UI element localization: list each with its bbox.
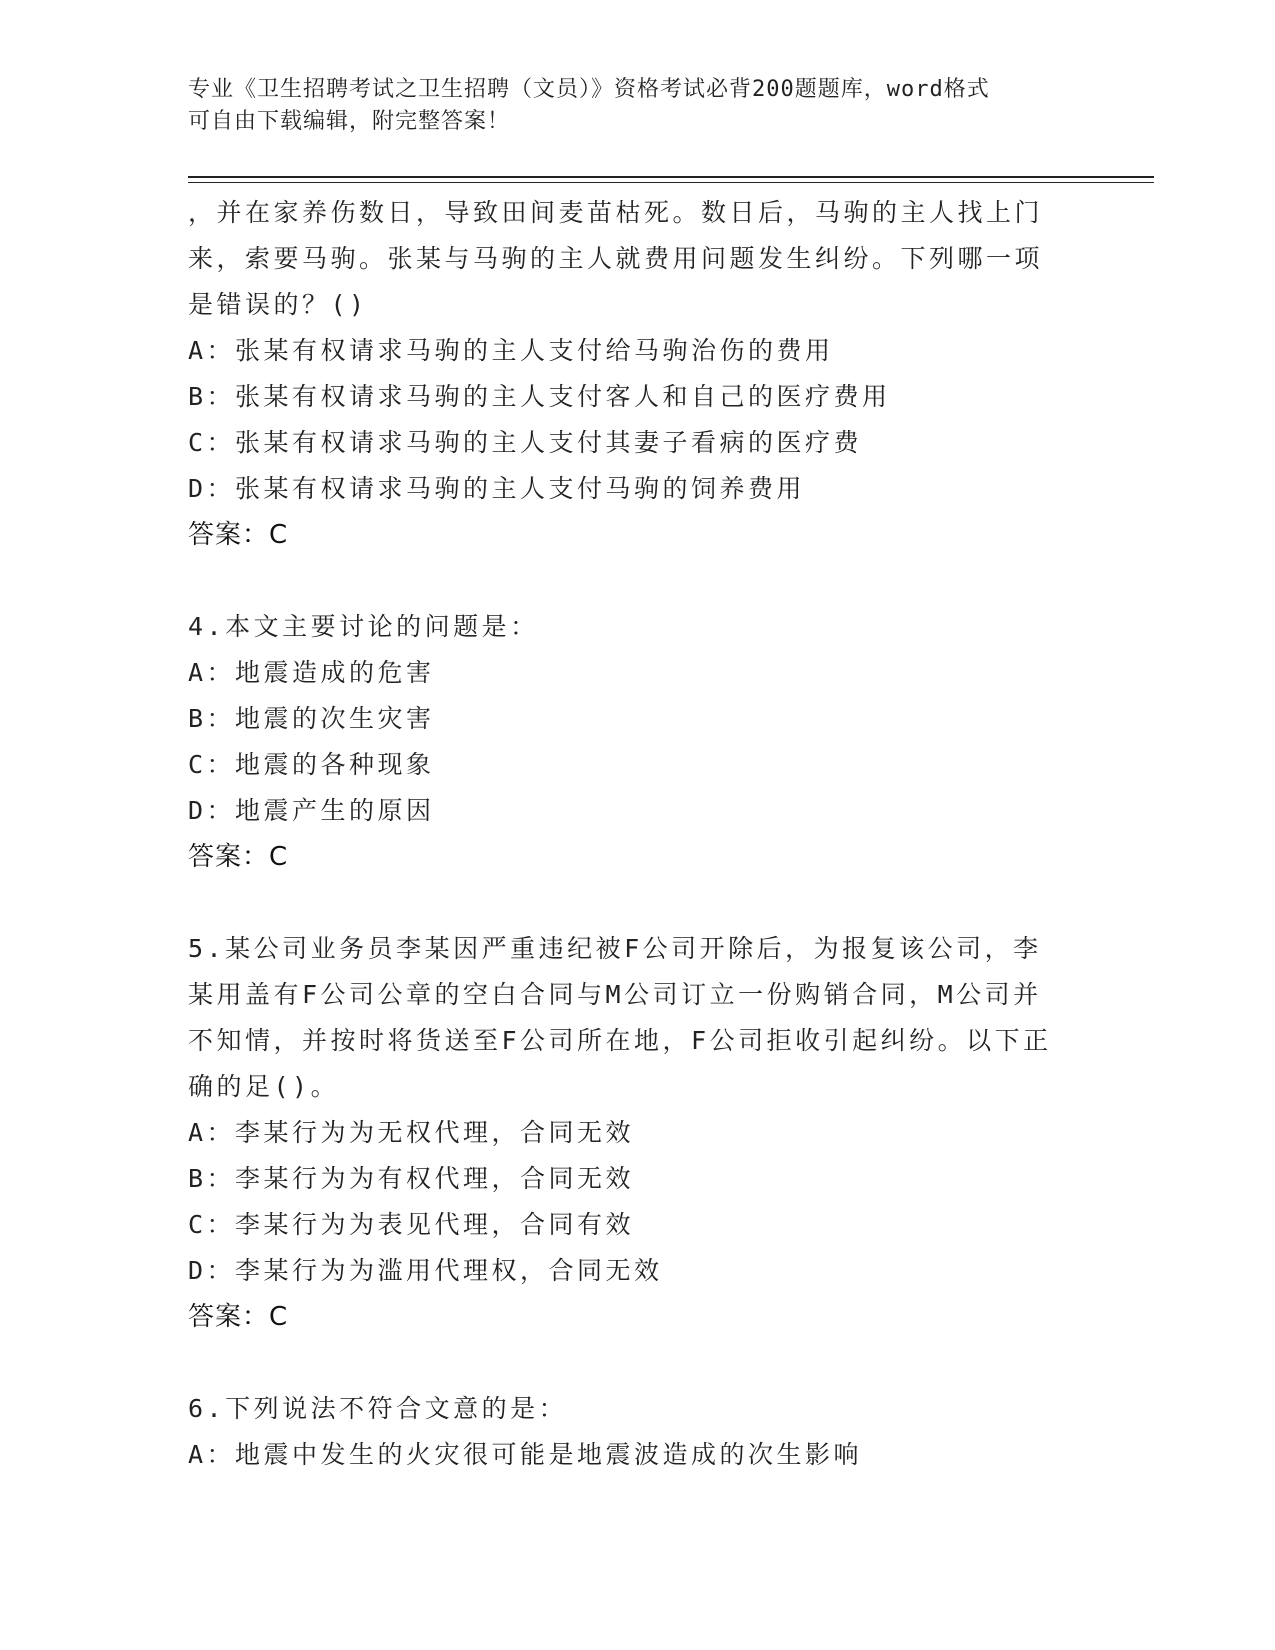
question-4 <box>188 604 1088 880</box>
spacer <box>188 880 1088 926</box>
header-divider-thick <box>188 176 1154 178</box>
question-stem-line: 某用盖有F公司公章的空白合同与M公司订立一份购销合同，M公司并 <box>188 980 1042 1009</box>
question-5 <box>188 926 1088 1340</box>
question-stem-line: 确的足()。 <box>188 1072 340 1101</box>
spacer <box>188 558 1088 604</box>
header-line-1: 专业《卫生招聘考试之卫生招聘（文员）》资格考试必背200题题库，word格式 <box>188 77 990 102</box>
question-stem-line: 5.某公司业务员李某因严重违纪被F公司开除后，为报复该公司，李 <box>188 934 1042 963</box>
question-stem-line: 6.下列说法不符合文意的是： <box>188 1394 568 1423</box>
option-c: C：张某有权请求马驹的主人支付其妻子看病的医疗费 <box>188 428 863 457</box>
option-c: C：李某行为为表见代理，合同有效 <box>188 1210 635 1239</box>
answer-line: 答案：C <box>188 1302 289 1332</box>
question-stem-line: 4.本文主要讨论的问题是： <box>188 612 539 641</box>
option-b: B：张某有权请求马驹的主人支付客人和自己的医疗费用 <box>188 382 891 411</box>
question-stem-line: 来，索要马驹。张某与马驹的主人就费用问题发生纠纷。下列哪一项 <box>188 244 1044 273</box>
question-stem-line: 不知情，并按时将货送至F公司所在地，F公司拒收引起纠纷。以下正 <box>188 1026 1052 1055</box>
option-c: C：地震的各种现象 <box>188 750 435 779</box>
answer-line: 答案：C <box>188 842 289 872</box>
question-6 <box>188 1386 1088 1478</box>
answer-line: 答案：C <box>188 520 289 550</box>
option-d: D：张某有权请求马驹的主人支付马驹的饲养费用 <box>188 474 806 503</box>
option-b: B：李某行为为有权代理，合同无效 <box>188 1164 635 1193</box>
header-line-2: 可自由下载编辑，附完整答案！ <box>188 109 511 134</box>
option-d: D：地震产生的原因 <box>188 796 435 825</box>
header-divider-thin <box>188 182 1154 183</box>
question-stem-line: ，并在家养伤数日，导致田间麦苗枯死。数日后，马驹的主人找上门 <box>188 198 1044 227</box>
option-a: A：李某行为为无权代理，合同无效 <box>188 1118 635 1147</box>
option-d: D：李某行为为滥用代理权，合同无效 <box>188 1256 663 1285</box>
question-stem-line: 是错误的？() <box>188 290 368 319</box>
spacer <box>188 1340 1088 1386</box>
option-b: B：地震的次生灾害 <box>188 704 435 733</box>
option-a: A：地震中发生的火灾很可能是地震波造成的次生影响 <box>188 1440 863 1469</box>
option-a: A：地震造成的危害 <box>188 658 435 687</box>
question-3 <box>188 190 1088 558</box>
document-header <box>188 74 1078 138</box>
question-list <box>188 190 1088 1478</box>
option-a: A：张某有权请求马驹的主人支付给马驹治伤的费用 <box>188 336 834 365</box>
